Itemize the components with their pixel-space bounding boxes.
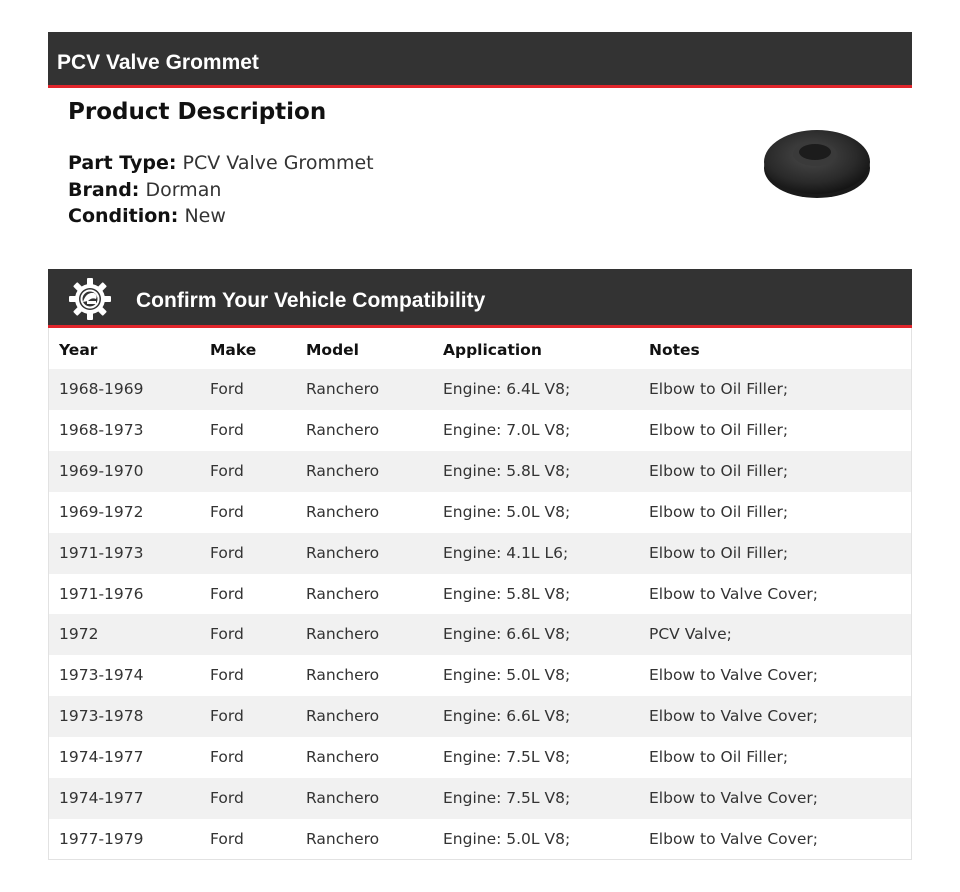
cell-year: 1969-1972 [59, 502, 144, 521]
compatibility-bar [48, 269, 912, 328]
cell-notes: Elbow to Valve Cover; [649, 789, 818, 807]
cell-make: Ford [210, 748, 244, 767]
cell-application: Engine: 7.5L V8; [443, 789, 571, 807]
table-row [49, 492, 911, 533]
cell-notes: Elbow to Oil Filler; [649, 502, 789, 521]
table-row [49, 574, 911, 615]
column-header-make: Make [210, 341, 257, 359]
cell-year: 1971-1976 [59, 584, 144, 603]
part-type-value: PCV Valve Grommet [182, 152, 374, 174]
brand-label: Brand: [68, 178, 140, 201]
table-row [49, 819, 911, 860]
description-list [68, 150, 374, 230]
table-row [49, 533, 911, 574]
product-title: PCV Valve Grommet [57, 51, 259, 74]
cell-year: 1972 [59, 625, 99, 644]
table-row [49, 737, 911, 778]
cell-model: Ranchero [306, 829, 380, 848]
column-header-notes: Notes [649, 341, 700, 359]
column-header-year: Year [59, 341, 98, 359]
cell-make: Ford [210, 502, 244, 521]
cell-make: Ford [210, 380, 244, 398]
cell-application: Engine: 5.0L V8; [443, 502, 571, 521]
cell-notes: Elbow to Oil Filler; [649, 748, 789, 767]
condition-row [68, 203, 374, 230]
cell-notes: Elbow to Oil Filler; [649, 543, 789, 562]
cell-application: Engine: 4.1L L6; [443, 543, 569, 562]
cell-model: Ranchero [306, 748, 380, 767]
brand-row [68, 177, 374, 204]
table-row [49, 410, 911, 451]
part-type-row [68, 150, 374, 177]
cell-model: Ranchero [306, 789, 380, 807]
product-title-bar [48, 32, 912, 88]
cell-year: 1974-1977 [59, 748, 144, 767]
cell-year: 1969-1970 [59, 461, 144, 480]
condition-label: Condition: [68, 205, 179, 227]
cell-year: 1973-1974 [59, 666, 144, 685]
cell-application: Engine: 5.0L V8; [443, 829, 571, 848]
cell-notes: Elbow to Valve Cover; [649, 829, 818, 848]
cell-model: Ranchero [306, 707, 380, 726]
column-header-model: Model [306, 341, 359, 359]
cell-notes: PCV Valve; [649, 625, 732, 644]
cell-make: Ford [210, 789, 244, 807]
cell-make: Ford [210, 584, 244, 603]
compatibility-table [48, 328, 912, 860]
cell-application: Engine: 5.8L V8; [443, 584, 571, 603]
table-row [49, 696, 911, 737]
cell-model: Ranchero [306, 380, 380, 398]
cell-model: Ranchero [306, 420, 380, 439]
cell-make: Ford [210, 625, 244, 644]
brand-value: Dorman [145, 178, 222, 201]
condition-value: New [184, 205, 226, 227]
cell-make: Ford [210, 420, 244, 439]
cell-notes: Elbow to Oil Filler; [649, 420, 789, 439]
cell-year: 1973-1978 [59, 707, 144, 726]
cell-year: 1977-1979 [59, 829, 144, 848]
cell-application: Engine: 5.8L V8; [443, 461, 571, 480]
cell-make: Ford [210, 829, 244, 848]
cell-notes: Elbow to Valve Cover; [649, 666, 818, 685]
cell-application: Engine: 6.6L V8; [443, 625, 571, 644]
cell-make: Ford [210, 707, 244, 726]
cell-notes: Elbow to Oil Filler; [649, 380, 789, 398]
cell-model: Ranchero [306, 461, 380, 480]
cell-application: Engine: 7.5L V8; [443, 748, 571, 767]
table-row [49, 655, 911, 696]
cell-year: 1974-1977 [59, 789, 144, 807]
rubber-grommet-image [760, 122, 874, 204]
cell-application: Engine: 5.0L V8; [443, 666, 571, 685]
cell-model: Ranchero [306, 666, 380, 685]
cell-application: Engine: 6.4L V8; [443, 380, 571, 398]
compatibility-title: Confirm Your Vehicle Compatibility [136, 289, 486, 312]
table-header-row [49, 328, 911, 372]
table-row [49, 778, 911, 819]
cell-notes: Elbow to Oil Filler; [649, 461, 789, 480]
cell-model: Ranchero [306, 584, 380, 603]
table-row [49, 369, 911, 410]
cell-year: 1968-1969 [59, 380, 144, 398]
table-row [49, 451, 911, 492]
part-type-label: Part Type: [68, 152, 177, 174]
table-row [49, 614, 911, 655]
cell-make: Ford [210, 666, 244, 685]
cell-model: Ranchero [306, 543, 380, 562]
description-heading: Product Description [68, 99, 327, 125]
column-header-application: Application [443, 341, 542, 359]
gear-icon [68, 277, 112, 321]
cell-notes: Elbow to Valve Cover; [649, 707, 818, 726]
cell-make: Ford [210, 461, 244, 480]
cell-application: Engine: 6.6L V8; [443, 707, 571, 726]
cell-model: Ranchero [306, 502, 380, 521]
cell-model: Ranchero [306, 625, 380, 644]
cell-year: 1968-1973 [59, 420, 144, 439]
cell-application: Engine: 7.0L V8; [443, 420, 571, 439]
cell-year: 1971-1973 [59, 543, 144, 562]
cell-notes: Elbow to Valve Cover; [649, 584, 818, 603]
cell-make: Ford [210, 543, 244, 562]
